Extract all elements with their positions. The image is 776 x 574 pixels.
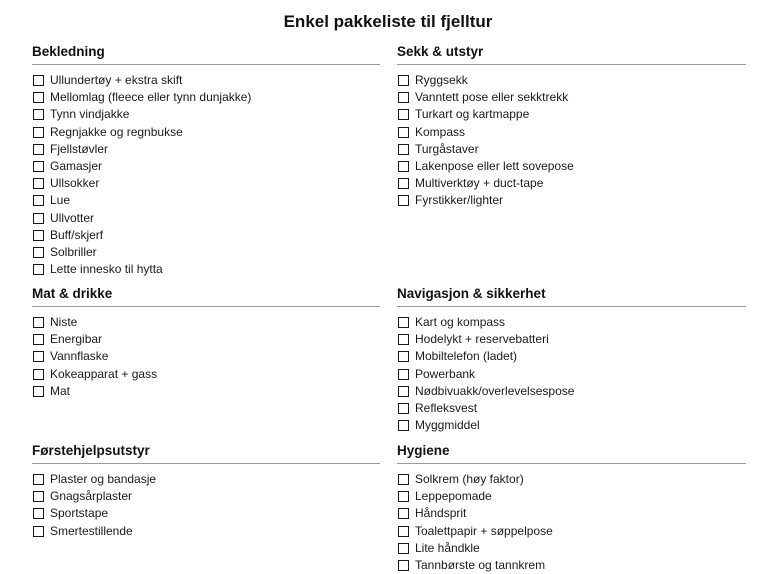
checklist-item-label: Buff/skjerf (50, 227, 104, 242)
checkbox[interactable] (398, 351, 409, 362)
checklist-item-label: Ullvotter (50, 210, 95, 225)
checklist-item (32, 523, 380, 540)
checklist-item (397, 488, 746, 505)
checkbox[interactable] (33, 92, 44, 103)
checkbox[interactable] (33, 230, 44, 241)
checklist-item (397, 400, 746, 417)
checkbox[interactable] (398, 317, 409, 328)
checkbox[interactable] (33, 144, 44, 155)
checklist-item-label: Mat (50, 383, 71, 398)
checklist-item-label: Plaster og bandasje (50, 472, 157, 486)
checkbox[interactable] (398, 92, 409, 103)
checklist-item (397, 89, 746, 106)
checklist-item (397, 314, 746, 331)
checkbox[interactable] (33, 161, 44, 172)
checkbox[interactable] (33, 127, 44, 138)
checklist-item-label: Nødbivuakk/overlevelsespose (415, 383, 575, 398)
checklist-item-label: Toalettpapir + søppelpose (415, 523, 553, 538)
checklist-item (397, 523, 746, 540)
checklist-item-label: Myggmiddel (415, 418, 480, 433)
checkbox[interactable] (33, 195, 44, 206)
checklist-item-label: Regnjakke og regnbukse (50, 124, 183, 139)
checklist-item (32, 89, 380, 106)
checklist (32, 314, 380, 400)
checklist-item-label: Kokeapparat + gass (50, 366, 158, 381)
checklist (397, 314, 746, 434)
checklist-item-label: Smertestillende (50, 523, 133, 538)
page-title: Enkel pakkeliste til fjelltur (283, 12, 493, 31)
checkbox[interactable] (33, 526, 44, 537)
section-heading: Sekk & utstyr (397, 44, 746, 65)
checklist-item (32, 348, 380, 365)
checkbox[interactable] (33, 508, 44, 519)
checkbox[interactable] (33, 264, 44, 275)
checkbox[interactable] (33, 247, 44, 258)
checkbox[interactable] (33, 334, 44, 345)
checklist-item-label: Ryggsekk (415, 73, 468, 87)
checkbox[interactable] (398, 75, 409, 86)
section-forstehjelpsutstyr (32, 443, 380, 540)
checklist-item-label: Tannbørste og tannkrem (415, 557, 546, 572)
checkbox[interactable] (398, 508, 409, 519)
section-heading: Navigasjon & sikkerhet (397, 286, 746, 307)
checklist-item (32, 471, 380, 488)
section-sekk-utstyr (397, 44, 746, 210)
checklist-item-label: Kart og kompass (415, 315, 506, 329)
checklist-item-label: Tynn vindjakke (50, 107, 130, 122)
checklist-item (397, 106, 746, 123)
checkbox[interactable] (398, 369, 409, 380)
checklist-item (32, 158, 380, 175)
checklist-item-label: Lite håndkle (415, 540, 480, 555)
checklist-item (397, 417, 746, 434)
checkbox[interactable] (398, 161, 409, 172)
checklist-item (397, 124, 746, 141)
checklist-item (32, 314, 380, 331)
checklist-item (32, 244, 380, 261)
section-heading: Bekledning (32, 44, 380, 65)
checklist-item-label: Lue (50, 193, 71, 208)
checkbox[interactable] (398, 474, 409, 485)
checklist-item (32, 331, 380, 348)
checklist-item-label: Turkart og kartmappe (415, 107, 530, 122)
checkbox[interactable] (398, 560, 409, 571)
checklist-item (397, 383, 746, 400)
section-heading: Mat & drikke (32, 286, 380, 307)
checklist-item-label: Gnagsårplaster (50, 489, 133, 504)
checkbox[interactable] (398, 386, 409, 397)
checkbox[interactable] (33, 386, 44, 397)
checklist-item-label: Gamasjer (50, 158, 103, 173)
checklist-item (397, 192, 746, 209)
checklist-item-label: Håndsprit (415, 506, 467, 521)
checklist-item-label: Mellomlag (fleece eller tynn dunjakke) (50, 90, 252, 105)
checklist-item (32, 366, 380, 383)
checklist-item (397, 557, 746, 574)
checkbox[interactable] (398, 178, 409, 189)
checklist-item (32, 261, 380, 278)
checklist-item-label: Ullsokker (50, 176, 100, 191)
checkbox[interactable] (398, 144, 409, 155)
checkbox[interactable] (33, 369, 44, 380)
checklist-item (397, 366, 746, 383)
checkbox[interactable] (398, 334, 409, 345)
checklist-item-label: Solbriller (50, 244, 97, 259)
checkbox[interactable] (33, 213, 44, 224)
checklist-item-label: Turgåstaver (415, 141, 479, 156)
checklist-item (32, 175, 380, 192)
checklist-item (32, 383, 380, 400)
checklist-item (397, 175, 746, 192)
checklist-item (32, 227, 380, 244)
checklist-item-label: Energibar (50, 332, 103, 347)
checklist-item (397, 72, 746, 89)
checkbox[interactable] (33, 109, 44, 120)
checkbox[interactable] (33, 178, 44, 189)
checklist-item-label: Leppepomade (415, 489, 492, 504)
checkbox[interactable] (33, 491, 44, 502)
checklist-item (32, 488, 380, 505)
checklist-item-label: Solkrem (høy faktor) (415, 472, 524, 486)
checklist-item-label: Ullundertøy + ekstra skift (50, 73, 183, 87)
checklist-item (397, 471, 746, 488)
checkbox[interactable] (33, 317, 44, 328)
checklist-item (397, 348, 746, 365)
checklist-item (397, 331, 746, 348)
checkbox[interactable] (33, 75, 44, 86)
checklist-item (32, 192, 380, 209)
checkbox[interactable] (398, 543, 409, 554)
checklist-item (32, 141, 380, 158)
section-heading: Hygiene (397, 443, 746, 464)
checkbox[interactable] (398, 491, 409, 502)
checklist-item-label: Powerbank (415, 366, 476, 381)
checklist-item-label: Vanntett pose eller sekktrekk (415, 90, 569, 105)
checklist-item (32, 72, 380, 89)
checklist-item-label: Kompass (415, 124, 466, 139)
checklist-item-label: Niste (50, 315, 78, 329)
checklist-item (397, 540, 746, 557)
checkbox[interactable] (33, 351, 44, 362)
checkbox[interactable] (398, 420, 409, 431)
checklist-item-label: Vannflaske (50, 349, 109, 364)
checklist-item-label: Sportstape (50, 506, 109, 521)
checkbox[interactable] (398, 403, 409, 414)
checkbox[interactable] (33, 474, 44, 485)
checklist-item-label: Fyrstikker/lighter (415, 193, 504, 208)
checkbox[interactable] (398, 526, 409, 537)
checklist-item-label: Mobiltelefon (ladet) (415, 349, 518, 364)
checklist-item-label: Refleksvest (415, 400, 478, 415)
section-bekledning (32, 44, 380, 278)
checklist-item (397, 141, 746, 158)
checkbox[interactable] (398, 195, 409, 206)
checklist-item (397, 158, 746, 175)
checklist-item (32, 505, 380, 522)
section-navigasjon-sikkerhet (397, 286, 746, 434)
checklist-item-label: Fjellstøvler (50, 141, 109, 156)
section-heading: Førstehjelpsutstyr (32, 443, 380, 464)
checklist-item (32, 210, 380, 227)
checklist-item-label: Hodelykt + reservebatteri (415, 332, 549, 347)
checklist-item (397, 505, 746, 522)
checkbox[interactable] (398, 109, 409, 120)
section-mat-drikke (32, 286, 380, 400)
checklist (397, 471, 746, 574)
checklist-item (32, 106, 380, 123)
checkbox[interactable] (398, 127, 409, 138)
checklist-item-label: Multiverktøy + duct-tape (415, 176, 544, 191)
checklist (397, 72, 746, 210)
checklist-item-label: Lakenpose eller lett sovepose (415, 158, 574, 173)
checklist-item-label: Lette innesko til hytta (50, 262, 163, 277)
checklist (32, 72, 380, 278)
checklist (32, 471, 380, 540)
checklist-item (32, 124, 380, 141)
section-hygiene (397, 443, 746, 574)
